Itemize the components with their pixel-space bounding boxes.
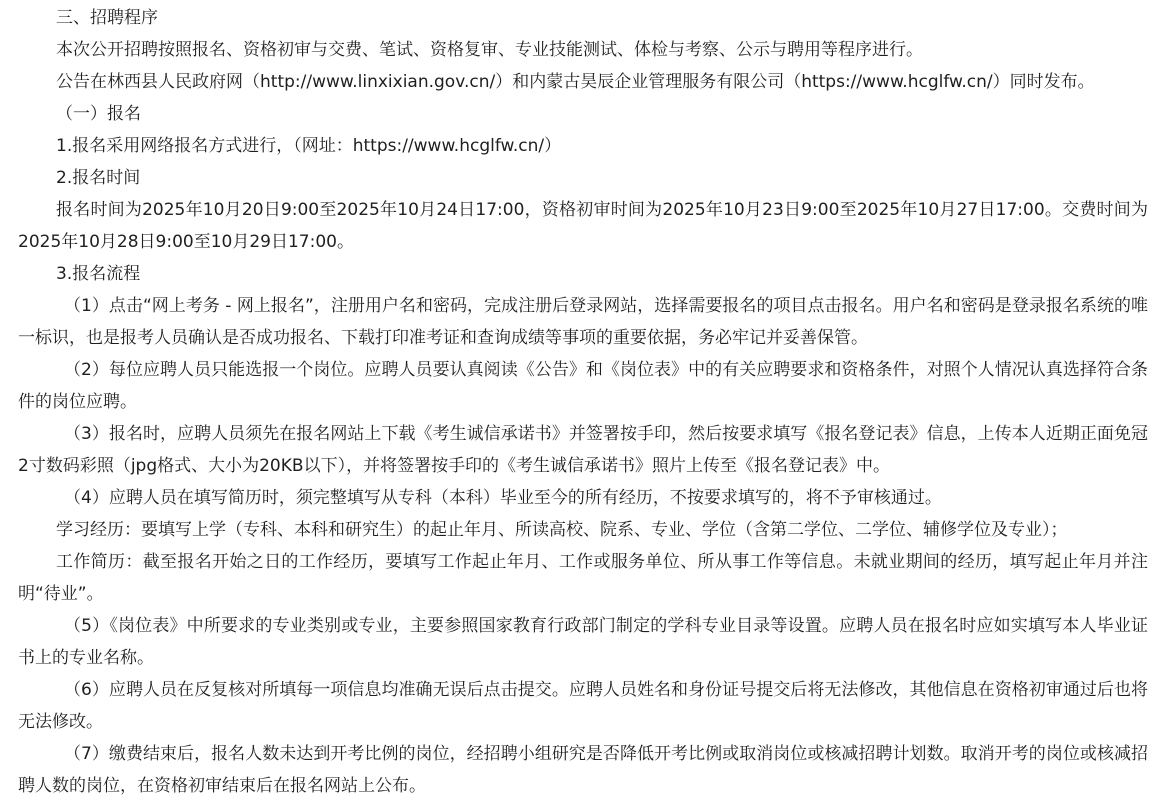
work-experience-paragraph: 工作简历：截至报名开始之日的工作经历，要填写工作起止年月、工作或服务单位、所从事工作等信息。未就业期间的经历，填写起止年月并注明“待业”。 xyxy=(18,552,1148,604)
process-step-3: （3）报名时，应聘人员须先在报名网站上下载《考生诚信承诺书》并签署按手印，然后按要求填写《报名登记表》信息，上传本人近期正面免冠2寸数码彩照（jpg格式、大小为20KB以下），并将签署按手印的《考生诚信承诺书》照片上传至《报名登记表》中。 xyxy=(18,424,1148,476)
process-step-5: （5）《岗位表》中所要求的专业类别或专业，主要参照国家教育行政部门制定的学科专业目录等设置。应聘人员在报名时应如实填写本人毕业证书上的专业名称。 xyxy=(18,616,1148,668)
section-heading-recruitment-procedure: 三、招聘程序 xyxy=(56,8,158,28)
process-step-1: （1）点击“网上考务 - 网上报名”，注册用户名和密码，完成注册后登录网站，选择需要报名的项目点击报名。用户名和密码是登录报名系统的唯一标识，也是报考人员确认是否成功报名、下载打印准考证和查询成绩等事项的重要依据，务必牢记并妥善保管。 xyxy=(18,296,1148,348)
process-step-4: （4）应聘人员在填写简历时，须完整填写从专科（本科）毕业至今的所有经历，不按要求填写的，将不予审核通过。 xyxy=(64,488,942,508)
subheading-registration: （一）报名 xyxy=(56,104,141,124)
registration-time-paragraph: 报名时间为2025年10月20日9:00至2025年10月24日17:00，资格初审时间为2025年10月23日9:00至2025年10月27日17:00。交费时间为2025年10月28日9:00至10月29日17:00。 xyxy=(18,200,1148,252)
process-step-2: （2）每位应聘人员只能选报一个岗位。应聘人员要认真阅读《公告》和《岗位表》中的有关应聘要求和资格条件，对照个人情况认真选择符合条件的岗位应聘。 xyxy=(18,360,1148,412)
study-experience-paragraph: 学习经历：要填写上学（专科、本科和研究生）的起止年月、所读高校、院系、专业、学位（含第二学位、二学位、辅修学位及专业）； xyxy=(56,520,1068,540)
process-step-7: （7）缴费结束后，报名人数未达到开考比例的岗位，经招聘小组研究是否降低开考比例或取消岗位或核减招聘计划数。取消开考的岗位或核减招聘人数的岗位，在资格初审结束后在报名网站上公布。 xyxy=(18,744,1148,796)
item-online-registration: 1.报名采用网络报名方式进行，（网址：https://www.hcglfw.cn/） xyxy=(56,136,562,156)
intro-paragraph: 本次公开招聘按照报名、资格初审与交费、笔试、资格复审、专业技能测试、体检与考察、公示与聘用等程序进行。 xyxy=(56,40,923,60)
process-step-6: （6）应聘人员在反复核对所填每一项信息均准确无误后点击提交。应聘人员姓名和身份证号提交后将无法修改，其他信息在资格初审通过后也将无法修改。 xyxy=(18,680,1148,732)
item-registration-time-heading: 2.报名时间 xyxy=(56,168,141,188)
publish-paragraph: 公告在林西县人民政府网（http://www.linxixian.gov.cn/）和内蒙古昊辰企业管理服务有限公司（https://www.hcglfw.cn/）同时发布。 xyxy=(56,72,1095,92)
item-registration-process-heading: 3.报名流程 xyxy=(56,264,141,284)
